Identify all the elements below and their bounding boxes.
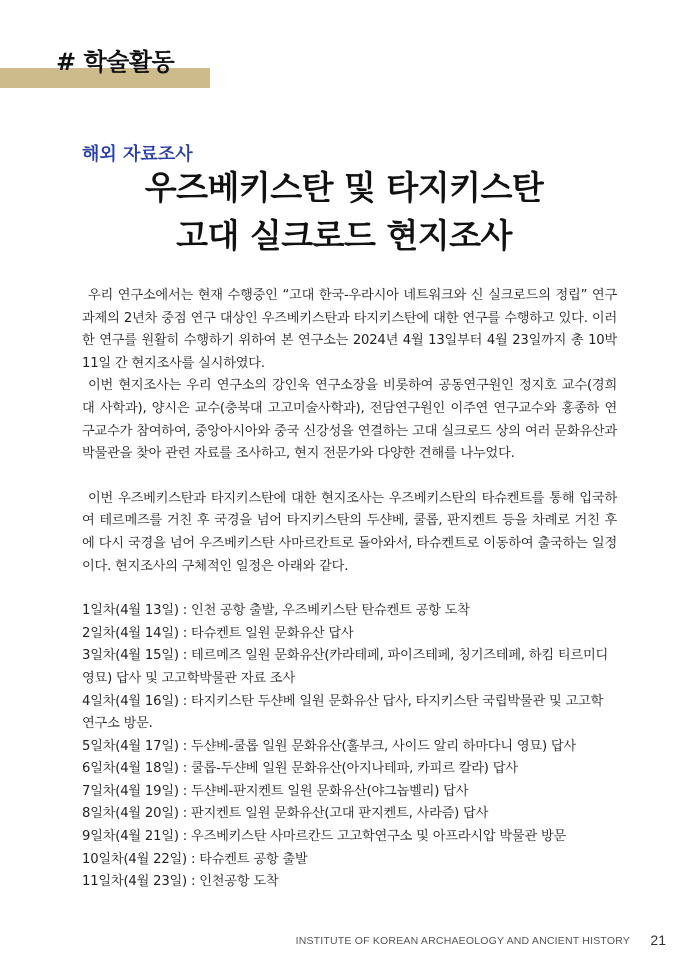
section-tag: # 학술활동 (56, 48, 175, 76)
schedule-item: 4일차(4월 16일) : 타지키스탄 두샨베 일원 문화유산 답사, 타지키스탄 국립박물관 및 고고학 연구소 방문. (82, 693, 604, 732)
schedule-item: 8일차(4월 20일) : 판지켄트 일원 문화유산(고대 판지켄트, 사라즘) 답사 (82, 806, 489, 822)
article-title-line-1: 우즈베키스탄 및 타지키스탄 (144, 168, 544, 207)
footer-institute-name: INSTITUTE OF KOREAN ARCHAEOLOGY AND ANCIENT HISTORY (295, 935, 630, 947)
schedule-item: 1일차(4월 13일) : 인천 공항 출발, 우즈베키스탄 탄슈켄트 공항 도착 (82, 603, 470, 619)
schedule-item: 11일차(4월 23일) : 인천공항 도착 (82, 874, 279, 890)
schedule-item: 2일차(4월 14일) : 타슈켄트 일원 문화유산 답사 (82, 625, 354, 641)
schedule-item: 5일차(4월 17일) : 두샨베-쿨롭 일원 문화유산(훌부크, 사이드 알리 하마다니 영묘) 답사 (82, 738, 576, 754)
schedule-item: 10일차(4월 22일) : 타슈켄트 공항 출발 (82, 851, 308, 867)
article-body (82, 285, 617, 894)
schedule-item: 7일차(4월 19일) : 두샨베-판지켄트 일원 문화유산(야그놉벨리) 답사 (82, 783, 469, 799)
article-title (0, 164, 688, 260)
schedule-item: 3일차(4월 15일) : 테르메즈 일원 문화유산(카라테페, 파이즈테페, 칭기즈테페, 하킴 티르미디 영묘) 답사 및 고고학박물관 자료 조사 (82, 648, 609, 686)
schedule-item: 9일차(4월 21일) : 우즈베키스탄 사마르칸드 고고학연구소 및 아프라시압 박물관 방문 (82, 829, 567, 845)
schedule-item: 6일차(4월 18일) : 쿨롭-두샨베 일원 문화유산(아지나테파, 카피르 칼라) 답사 (82, 761, 518, 777)
schedule-list (82, 600, 617, 894)
article-category: 해외 자료조사 (82, 144, 193, 165)
article-title-line-2: 고대 실크로드 현지조사 (176, 216, 512, 255)
body-paragraph: 우리 연구소에서는 현재 수행중인 “고대 한국-우라시아 네트워크와 신 실크로드의 정립” 연구과제의 2년차 중점 연구 대상인 우즈베키스탄과 타지키스탄에 대한 연구를 수행하고 있다. 이러한 연구를 원활히 수행하기 위하여 본 연구소는 2024년 4월 13일부터 4월 23일까지 총 10박 11일 간 현지조사를 실시하였다. (82, 288, 617, 371)
body-paragraph: 이번 우즈베키스탄과 타지키스탄에 대한 현지조사는 우즈베키스탄의 타슈켄트를 통해 입국하여 테르메즈를 거친 후 국경을 넘어 타지키스탄의 두샨베, 쿨롭, 판지켄트 등을 차례로 거친 후에 다시 국경을 넘어 우즈베키스탄 사마르칸트로 돌아와서, 타슈켄트로 이동하여 출국하는 일정이다. 현지조사의 구체적인 일정은 아래와 같다. (82, 490, 617, 574)
body-paragraph: 이번 현지조사는 우리 연구소의 강인욱 연구소장을 비롯하여 공동연구원인 정지호 교수(경희대 사학과), 양시은 교수(충북대 고고미술사학과), 전담연구원인 이주연 연구교수와 홍종하 연구교수가 참여하여, 중앙아시아와 중국 신강성을 연결하는 고대 실크로드 상의 여러 문화유산과 박물관을 찾아 관련 자료를 조사하고, 현지 전문가와 다양한 견해를 나누었다. (82, 378, 617, 462)
page-number: 21 (650, 932, 666, 948)
